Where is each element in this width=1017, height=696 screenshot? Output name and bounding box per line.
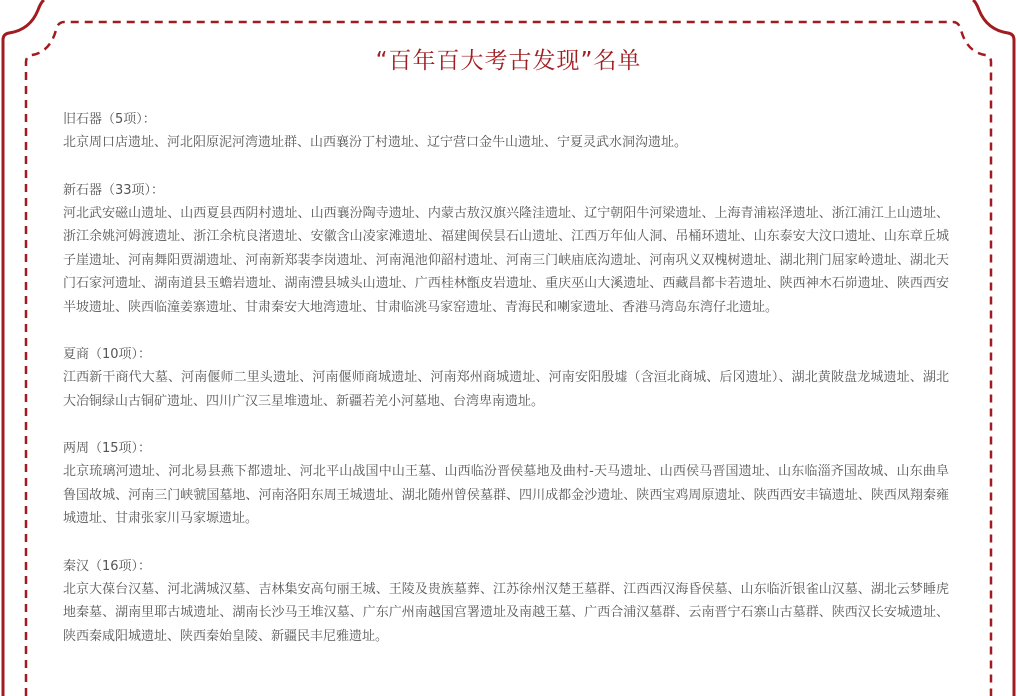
section-heading: 旧石器（5项）： — [63, 112, 156, 127]
section-heading: 秦汉（16项）： — [63, 558, 152, 574]
page-title: “百年百大考古发现”名单 — [375, 48, 642, 74]
section-qin-han — [63, 555, 949, 649]
section-zhou — [63, 437, 949, 531]
section-heading: 夏商（10项）： — [63, 347, 152, 362]
list-content — [63, 108, 949, 672]
section-body: 北京琉璃河遗址、河北易县燕下都遗址、河北平山战国中山王墓、山西临汾晋侯墓地及曲村-天马遗址、山西侯马晋国遗址、山东临淄齐国故城、山东曲阜鲁国故城、河南三门峡虢国墓地、河南洛阳东周王城遗址、湖北随州曾侯墓群、四川成都金沙遗址、陕西宝鸡周原遗址、陕西西安丰镐遗址、陕西凤翔秦雍城遗址、甘肃张家川马家塬遗址。 — [63, 464, 949, 526]
section-paleolithic — [63, 108, 949, 155]
section-xia-shang — [63, 343, 949, 413]
section-body: 北京周口店遗址、河北阳原泥河湾遗址群、山西襄汾丁村遗址、辽宁营口金牛山遗址、宁夏灵武水洞沟遗址。 — [63, 135, 688, 150]
section-heading: 新石器（33项）： — [63, 182, 165, 198]
section-heading: 两周（15项）： — [63, 441, 152, 456]
section-body: 江西新干商代大墓、河南偃师二里头遗址、河南偃师商城遗址、河南郑州商城遗址、河南安阳殷墟（含洹北商城、后冈遗址）、湖北黄陂盘龙城遗址、湖北大冶铜绿山古铜矿遗址、四川广汉三星堆遗址、新疆若羌小河墓地、台湾卑南遗址。 — [63, 370, 949, 409]
section-body: 河北武安磁山遗址、山西夏县西阴村遗址、山西襄汾陶寺遗址、内蒙古敖汉旗兴隆洼遗址、辽宁朝阳牛河梁遗址、上海青浦崧泽遗址、浙江浦江上山遗址、浙江余姚河姆渡遗址、浙江余杭良渚遗址、安徽含山凌家滩遗址、福建闽侯昙石山遗址、江西万年仙人洞、吊桶环遗址、山东泰安大汶口遗址、山东章丘城子崖遗址、河南舞阳贾湖遗址、河南新郑裴李岗遗址、河南渑池仰韶村遗址、河南三门峡庙底沟遗址、河南巩义双槐树遗址、湖北荆门屈家岭遗址、湖北天门石家河遗址、湖南道县玉蟾岩遗址、湖南澧县城头山遗址、广西桂林甑皮岩遗址、重庆巫山大溪遗址、西藏昌都卡若遗址、陕西神木石峁遗址、陕西西安半坡遗址、陕西临潼姜寨遗址、甘肃秦安大地湾遗址、甘肃临洮马家窑遗址、青海民和喇家遗址、香港马湾岛东湾仔北遗址。 — [63, 205, 949, 315]
section-body: 北京大葆台汉墓、河北满城汉墓、吉林集安高句丽王城、王陵及贵族墓葬、江苏徐州汉楚王墓群、江西西汉海昏侯墓、山东临沂银雀山汉墓、湖北云梦睡虎地秦墓、湖南里耶古城遗址、湖南长沙马王堆汉墓、广东广州南越国宫署遗址及南越王墓、广西合浦汉墓群、云南晋宁石寨山古墓群、陕西汉长安城遗址、陕西秦咸阳城遗址、陕西秦始皇陵、新疆民丰尼雅遗址。 — [63, 581, 949, 644]
section-neolithic — [63, 179, 949, 320]
